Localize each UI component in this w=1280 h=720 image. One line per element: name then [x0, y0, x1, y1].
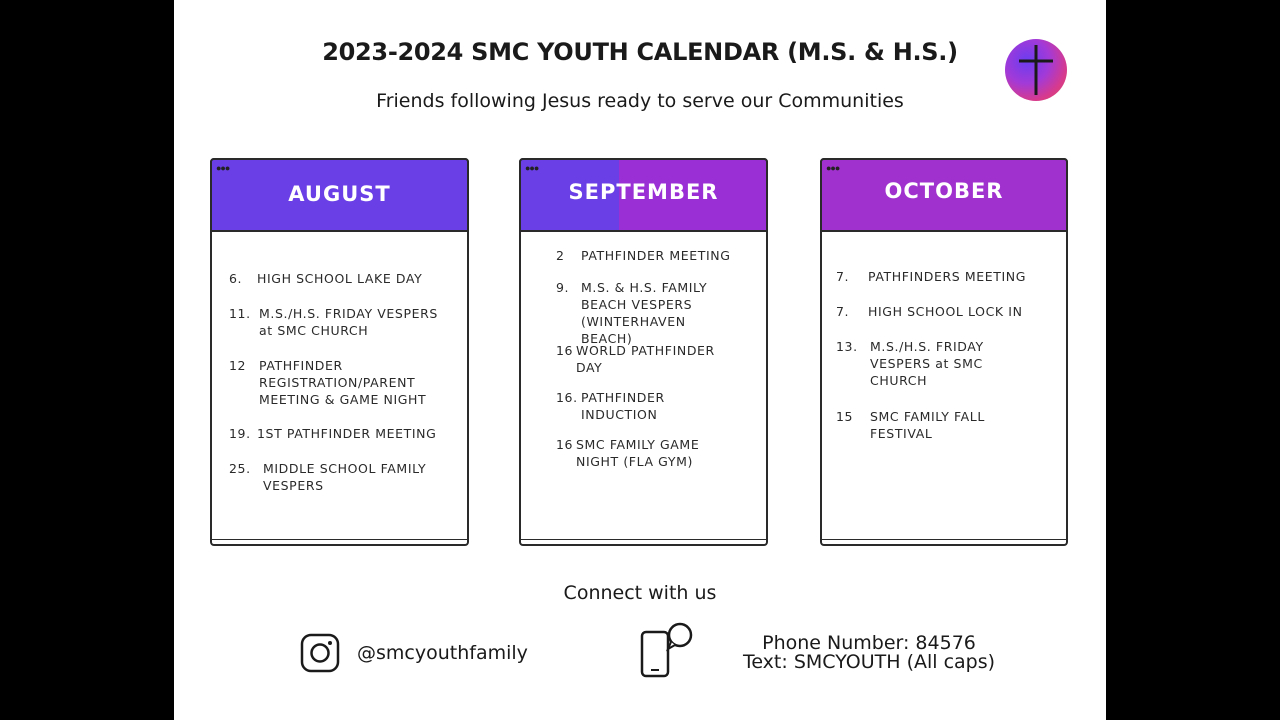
phone-chat-icon	[638, 620, 698, 680]
contact-info	[704, 634, 1034, 672]
month-card-october: ●●● OCTOBER 7. PATHFINDERS MEETING 7. HIGH SCHOOL LOCK IN 13. M.S./H.S. FRIDAY VESPERS at SMC CHURCH 15 SMC FAMILY FALL FESTIVAL	[820, 158, 1068, 546]
page-title: 2023-2024 SMC YOUTH CALENDAR (M.S. & H.S.)	[322, 38, 958, 66]
month-name: AUGUST	[288, 182, 391, 206]
window-dots-icon: ●●●	[826, 163, 840, 173]
month-card-september: ●●● SEPTEMBER 2 PATHFINDER MEETING 9. M.S. & H.S. FAMILY BEACH VESPERS (WINTERHAVEN BEACH) 16 WORLD PATHFINDER DAY 16. PATHFINDER INDUCTION 16 SMC FAMILY GAME NIGHT (FLA GYM)	[519, 158, 768, 546]
window-dots-icon: ●●●	[216, 163, 230, 173]
instagram-handle[interactable]: @smcyouthfamily	[357, 642, 528, 664]
month-name: SEPTEMBER	[568, 180, 719, 204]
month-header	[519, 158, 768, 232]
month-card-august: ●●● AUGUST 6. HIGH SCHOOL LAKE DAY 11. M.S./H.S. FRIDAY VESPERS at SMC CHURCH 12 PATHFINDER REGISTRATION/PARENT MEETING & GAME NIGHT 19. 1ST PATHFINDER MEETING 25. MIDDLE SCHOOL FAMILY VESPERS	[210, 158, 469, 546]
card-foot-line	[212, 539, 467, 540]
month-header	[210, 158, 469, 232]
page-subtitle: Friends following Jesus ready to serve our Communities	[376, 90, 904, 112]
calendar-page	[174, 0, 1106, 720]
text-instruction: Text: SMCYOUTH (All caps)	[742, 651, 996, 673]
phone-number: Phone Number: 84576	[762, 632, 976, 654]
month-header	[820, 158, 1068, 232]
card-foot-line	[521, 539, 766, 540]
month-name: OCTOBER	[884, 179, 1004, 203]
instagram-icon[interactable]	[300, 633, 340, 673]
cross-logo-icon	[1005, 39, 1067, 101]
window-dots-icon: ●●●	[525, 163, 539, 173]
card-foot-line	[822, 539, 1066, 540]
connect-heading: Connect with us	[563, 582, 717, 604]
